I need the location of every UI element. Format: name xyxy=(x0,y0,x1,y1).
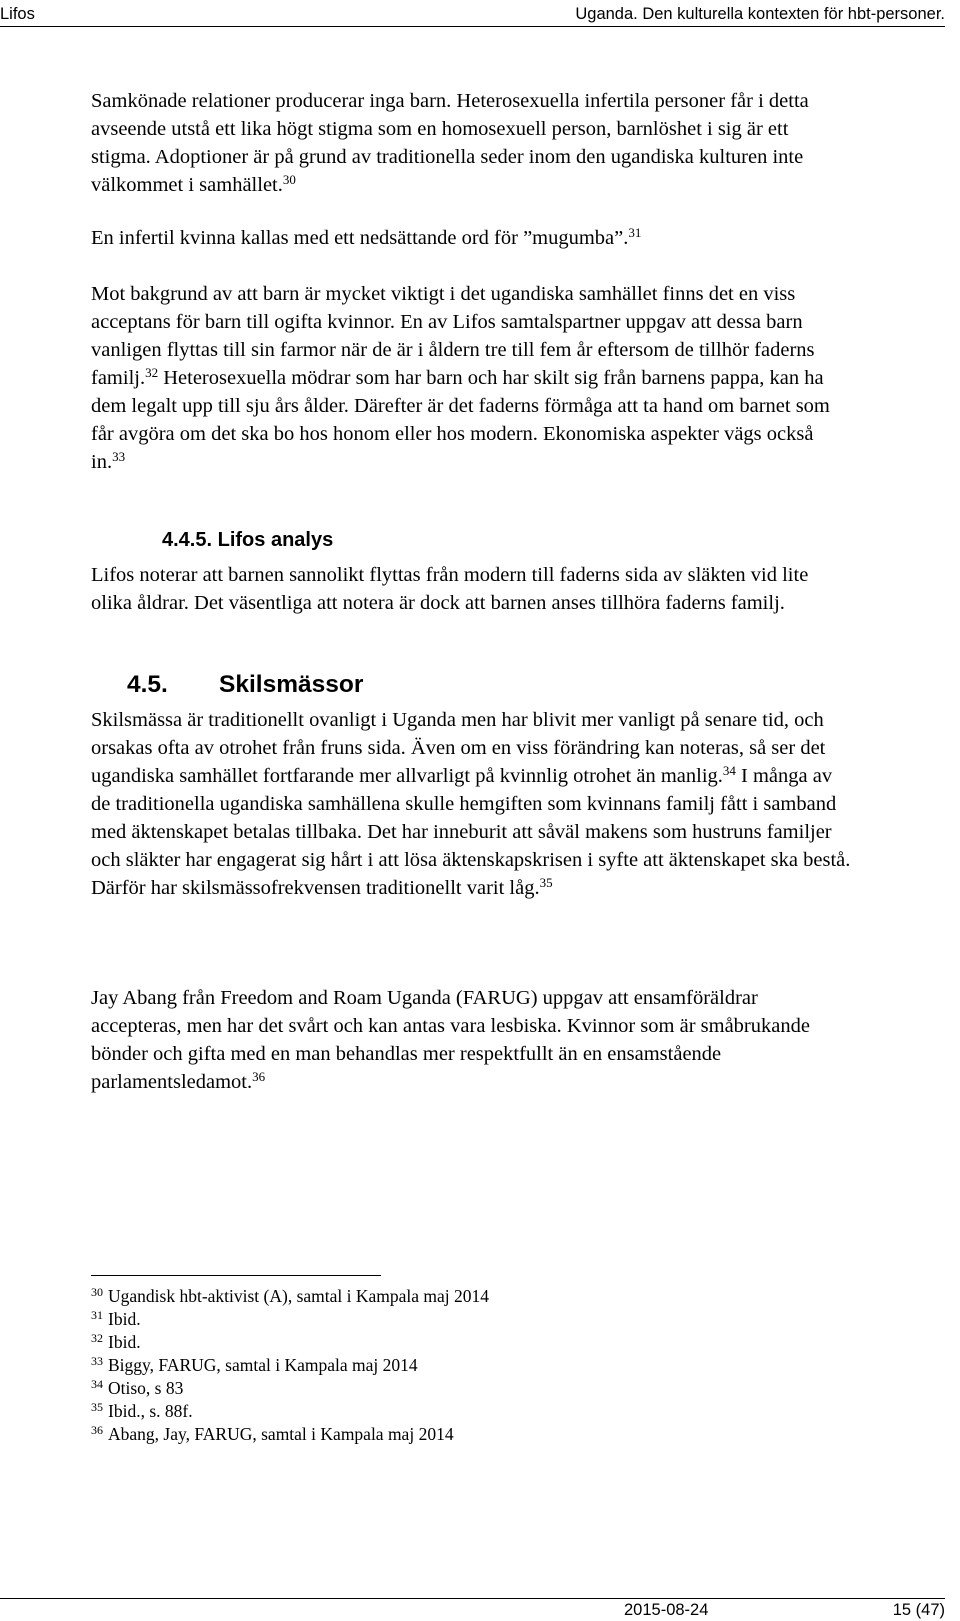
footer-rule xyxy=(0,1598,945,1599)
footnote-ref-31[interactable]: 31 xyxy=(628,225,642,240)
header-title: Uganda. Den kulturella kontexten för hbt-personer. xyxy=(575,5,945,23)
paragraph-5: Skilsmässa är traditionellt ovanligt i Uganda men har blivit mer vanligt på senare tid, och orsakas ofta av otrohet från fruns sida. Även om en viss förändring kan noteras, så ser det ugandiska samhället fortfarande mer allvarligt på kvinnlig otrohet än manlig.$^{34}$ I många av de traditionella ugandiska samhällena skulle hemgiften som kvinnans familj fått i samband med äktenskapet betalas tillbaka. Det har inneburit att såväl makens som hustruns familjer och släkter har engagerat sig hårt i att lösa äktenskapskrisen i syfte att äktenskapet ska bestå. Därför har skilsmässofrekvensen traditionellt varit låg.$^{35}$ xyxy=(91,709,851,899)
page-header xyxy=(0,4,945,24)
footnote-item: $^{30}$ Ugandisk hbt-aktivist (A), samtal i Kampala maj 2014 xyxy=(91,1285,490,1306)
paragraph-4: Lifos noterar att barnen sannolikt flyttas från modern till faderns sida av släkten vid lite olika åldrar. Det väsentliga att notera är dock att barnen anses tillhöra faderns familj. xyxy=(91,564,809,614)
footnote-list xyxy=(91,1285,489,1446)
paragraph-2: En infertil kvinna kallas med ett nedsättande ord för ”mugumba”.$^{31}$ xyxy=(91,225,642,249)
page-footer xyxy=(0,1598,945,1620)
paragraph-6: Jay Abang från Freedom and Roam Uganda (FARUG) uppgav att ensamföräldrar accepteras, men har det svårt och kan antas vara lesbiska. Kvinnor som är småbrukande bönder och gifta med en man behandlas mer respektfullt än en ensamstående parlamentsledamot.$^{36}$ xyxy=(91,987,810,1093)
subsection-number: 4.4.5. xyxy=(162,529,213,551)
footnote-item: $^{35}$ Ibid., s. 88f. xyxy=(91,1400,193,1421)
header-left: Lifos xyxy=(0,5,35,23)
paragraph-3: Mot bakgrund av att barn är mycket viktigt i det ugandiska samhället finns det en viss acceptans för barn till ogifta kvinnor. En av Lifos samtalspartner uppgav att dessa barn vanligen flyttas till sin farmor när de är i åldern tre till fem år eftersom de tillhör faderns familj.$^{32}$ Heterosexuella mödrar som har barn och har skilt sig från barnens pappa, kan ha dem legalt upp till sju års ålder. Därefter är det faderns förmåga att ta hand om barnet som får avgöra om det ska bo hos honom eller hos modern. Ekonomiska aspekter vägs också in.$^{33}$ xyxy=(91,283,830,473)
section-number: 4.5. xyxy=(127,671,168,698)
footnote-ref-34[interactable]: 34 xyxy=(722,763,736,778)
footnote-ref-35[interactable]: 35 xyxy=(539,875,553,890)
footnote-item: $^{32}$ Ibid. xyxy=(91,1331,141,1352)
footnote-item: $^{34}$ Otiso, s 83 xyxy=(91,1377,184,1398)
page-number: 15 (47) xyxy=(892,1601,945,1619)
header-rule xyxy=(0,26,945,27)
footnote-separator xyxy=(91,1275,381,1276)
footnote-ref-32[interactable]: 32 xyxy=(145,365,159,380)
footnote-item: $^{33}$ Biggy, FARUG, samtal i Kampala maj 2014 xyxy=(91,1354,418,1375)
footer-date: 2015-08-24 xyxy=(624,1601,709,1619)
subsection-heading xyxy=(162,528,333,552)
footnote-item: $^{36}$ Abang, Jay, FARUG, samtal i Kampala maj 2014 xyxy=(91,1423,454,1444)
footnote-ref-36[interactable]: 36 xyxy=(252,1069,266,1084)
section-title: Skilsmässor xyxy=(219,671,364,698)
footnote-ref-33[interactable]: 33 xyxy=(112,449,126,464)
section-heading xyxy=(127,671,363,699)
footnote-ref-30[interactable]: 30 xyxy=(282,172,296,187)
paragraph-1: Samkönade relationer producerar inga barn. Heterosexuella infertila personer får i detta avseende utstå ett lika högt stigma som en homosexuell person, barnlöshet i sig är ett stigma. Adoptioner är på grund av traditionella seder inom den ugandiska kulturen inte välkommet i samhället.$^{30}$ xyxy=(91,90,809,196)
subsection-title: Lifos analys xyxy=(217,529,334,551)
footnote-item: $^{31}$ Ibid. xyxy=(91,1308,141,1329)
